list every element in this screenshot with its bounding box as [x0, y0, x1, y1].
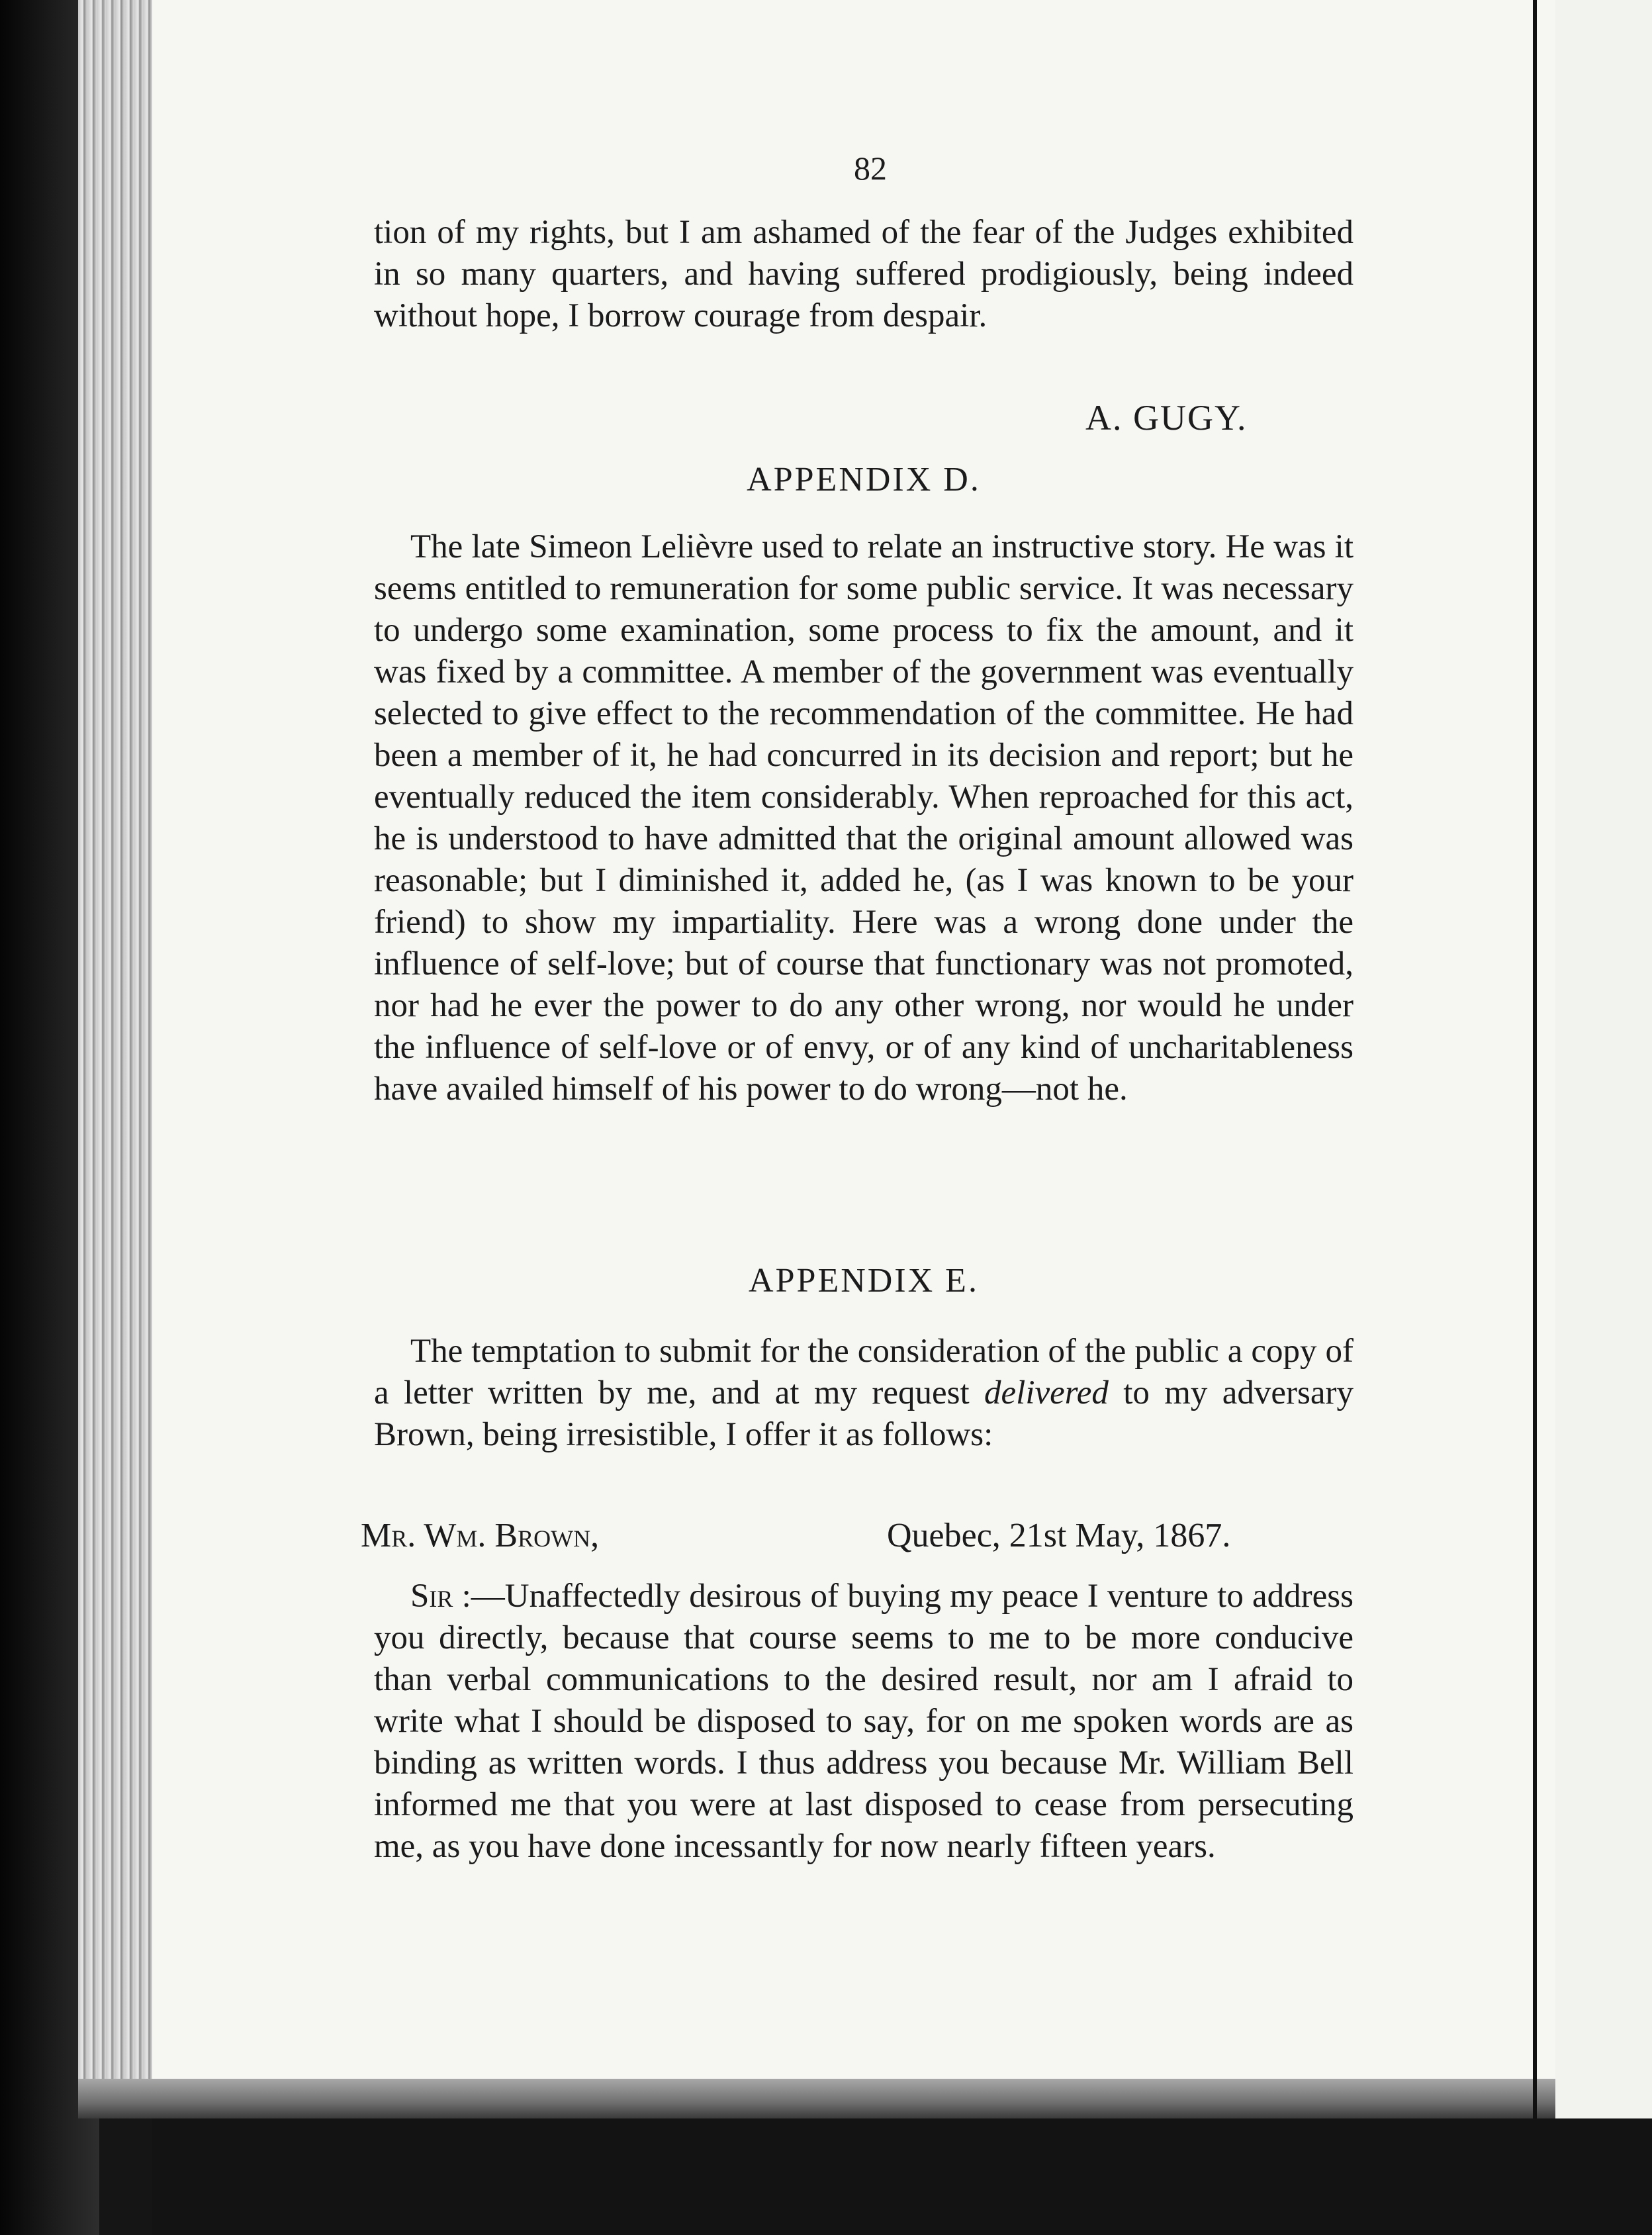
letter-place-date: Quebec, 21st May, 1867. — [887, 1517, 1231, 1554]
appendix-d-paragraph: The late Simeon Lelièvre used to relate an instructive story. He was it seems entitled to remuneration for some public service. It was necessary to undergo some examination, some process to fix the amount, and it was fixed by a committee. A member of the government was eventually selected to give effect to the recommendation of the committee. He had been a member of it, he had concurred in its decision and report; but he eventually reduced the item considerably. When reproached for this act, he is understood to have admitted that the original amount allowed was reasonable; but I diminished it, added he, (as I was known to be your friend) to show my impartiality. Here was a wrong done under the influence of self-love; but of course that functionary was not promoted, nor had he ever the power to do any other wrong, nor would he under the influence of self-love or of envy, or of any kind of uncharitableness have availed himself of his power to do wrong—not he. — [374, 528, 1354, 1108]
letter-paragraph — [374, 1576, 1354, 1868]
appendix-e-intro — [374, 1331, 1354, 1456]
appendix-d-body — [374, 526, 1354, 1110]
letter-text: :—Unaffectedly desirous of buying my peace I venture to address you directly, because that course seems to me to be more conducive than verbal communications to the desired result, nor am I afraid to write what I should be disposed to say, for on me spoken words are as binding as written words. I thus address you because Mr. William Bell informed me that you were at last disposed to cease from persecuting me, as you have done incessantly for now nearly fifteen years. — [374, 1578, 1354, 1865]
letter-body — [374, 1576, 1354, 1868]
book-page-edges — [78, 0, 158, 2105]
appendix-d-heading: APPENDIX D. — [747, 461, 981, 499]
appendix-e-heading: APPENDIX E. — [749, 1262, 979, 1300]
intro-text-before: The temptation to submit for the consideration of the public a copy of a letter written by me, and at my request — [374, 1333, 1354, 1411]
facing-page-edge — [1555, 0, 1652, 2235]
page-bottom-shadow — [78, 2079, 1555, 2118]
letter-salutation: Sir — [410, 1578, 453, 1615]
opening-paragraph-block — [374, 212, 1354, 337]
appendix-e-intro-paragraph — [374, 1331, 1354, 1456]
page-number: 82 — [854, 150, 887, 187]
scan-bottom-background — [152, 2118, 1652, 2235]
letter-addressee: Mr. Wm. Brown, — [361, 1517, 600, 1554]
opening-paragraph: tion of my rights, but I am ashamed of the fear of the Judges exhibited in so many quarters, and having suffered prodigiously, being indeed without hope, I borrow courage from despair. — [374, 214, 1354, 334]
intro-emphasis: delivered — [984, 1374, 1109, 1411]
intro-text-after: to my adversary Brown, being irresistible, I offer it as follows: — [374, 1374, 1354, 1453]
page-gutter-line — [1533, 0, 1537, 2235]
signature: A. GUGY. — [1085, 398, 1248, 438]
